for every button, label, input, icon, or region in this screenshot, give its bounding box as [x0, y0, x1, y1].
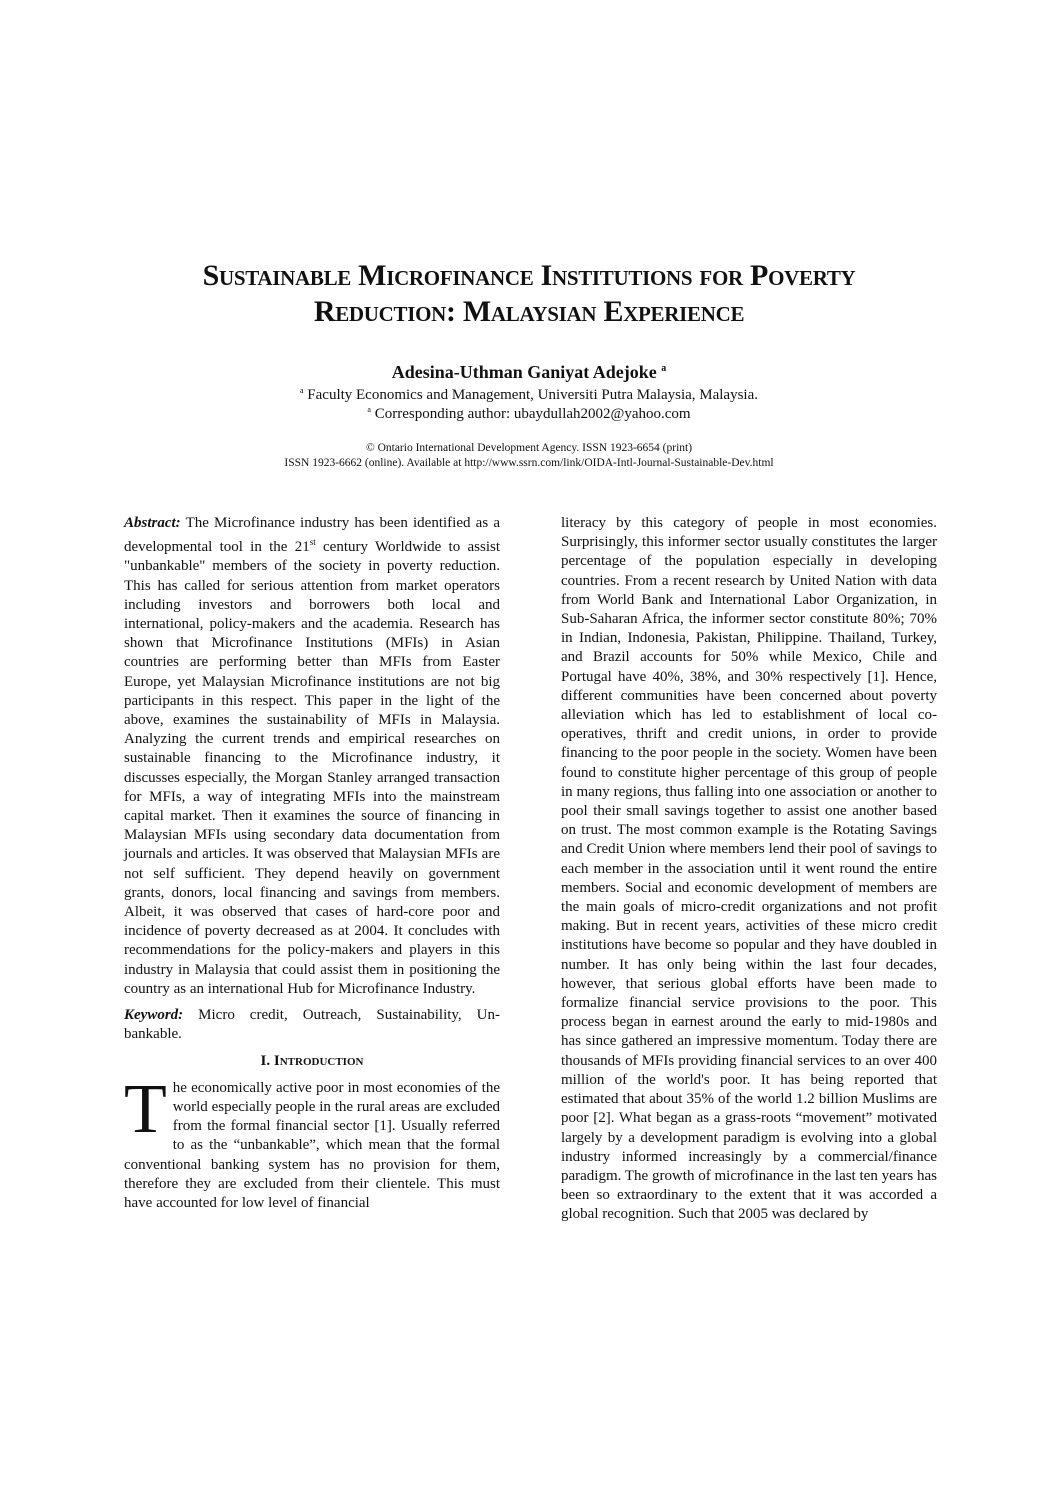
- left-column: [124, 514, 500, 1213]
- paper-title: [0, 258, 1058, 330]
- abstract-label: Abstract:: [124, 515, 181, 531]
- affiliation: [0, 386, 1058, 404]
- title-line-1: Sustainable Microfinance Institutions for Poverty: [202, 259, 856, 292]
- issn-online-line: ISSN 1923-6662 (online). Available at http://www.ssrn.com/link/OIDA-Intl-Journal-Sustainable-Dev.html: [284, 457, 774, 469]
- right-column: [561, 514, 937, 1225]
- author-name: [0, 362, 1058, 383]
- abstract-text-start: The Microfinance industry has been identified as a developmental tool in the 21: [124, 515, 500, 556]
- abstract-superscript: st: [309, 537, 316, 548]
- corresponding-author: [0, 405, 1058, 423]
- introduction-paragraph: [124, 1070, 500, 1213]
- section-heading-introduction: I. Introduction: [260, 1053, 364, 1070]
- keywords-label: Keyword:: [124, 1007, 184, 1024]
- abstract-text-end: century Worldwide to assist "unbankable" members of the society in poverty reduction. This has called for serious attention from market operators including investors and borrowers both local and international, policy-makers and the academia. Research has shown that Microfinance Institutions (MFIs) in Asian countries are performing better than MFIs from Easter Europe, yet Malaysian Microfinance institutions are not big participants in this respect. This paper in the light of the above, examines the sustainability of MFIs in Malaysia. Analyzing the current trends and empirical researches on sustainable financing to the Microfinance industry, it discusses especially, the Morgan Stanley arranged transaction for MFIs, a way of integrating MFIs into the mainstream capital market. Then it examines the source of financing in Malaysian MFIs using secondary data documentation from journals and articles. It was observed that Malaysian MFIs are not self sufficient. They depend heavily on government grants, donors, local financing and savings from members. Albeit, it was observed that cases of hard-core poor and incidence of poverty decreased as at 2004. It concludes with recommendations for the policy-makers and players in this industry in Malaysia that could assist them in positioning the country as an international Hub for Microfinance Industry.: [124, 539, 500, 997]
- abstract: [124, 514, 500, 999]
- introduction-text-right: literacy by this category of people in most economies. Surprisingly, this informer sector usually constitutes the larger percentage of the population especially in developing countries. From a recent research by United Nation with data from World Bank and International Labor Organization, in Sub-Saharan Africa, the informer sector constitute 80%; 70% in Indian, Indonesia, Pakistan, Philippine. Thailand, Turkey, and Brazil accounts for 50% while Mexico, Chile and Portugal have 40%, 38%, and 30% respectively [1]. Hence, different communities have been concerned about poverty alleviation which has led to establishment of local co-operatives, thrift and credit unions, in order to provide financing to the poor people in the society. Women have been found to constitute higher percentage of this group of people in many regions, thus falling into one association or another to pool their small savings together to assist one another based on trust. The most common example is the Rotating Savings and Credit Union where members lend their pool of savings to each member in the association until it went round the entire members. Social and economic development of members are the main goals of micro-credit organizations and not profit making. But in recent years, activities of these micro credit institutions have become so popular and they have doubled in number. It has only being within the last four decades, however, that serious global efforts have been made to formalize financial service provisions to the poor. This process began in earnest around the early to mid-1980s and has since gathered an impressive momentum. Today there are thousands of MFIs providing financial services to an over 400 million of the world's poor. It has being reported that estimated that about 35% of the world 1.2 billion Muslims are poor [2]. What began as a grass-roots “movement” motivated largely by a development paradigm is evolving into a global industry informed increasingly by a commercial/finance paradigm. The growth of microfinance in the last ten years has been so extraordinary to the extent that it was accorded a global recognition. Such that 2005 was declared by: [561, 515, 937, 1223]
- affiliation-superscript: a: [299, 386, 304, 395]
- corresponding-author-text: Corresponding author: ubaydullah2002@yahoo.com: [374, 406, 691, 422]
- drop-cap: T: [124, 1070, 167, 1148]
- author-superscript: a: [661, 363, 667, 374]
- author-name-text: Adesina-Uthman Ganiyat Adejoke: [391, 362, 657, 382]
- corresponding-superscript: a: [367, 405, 371, 414]
- keywords: [124, 1006, 500, 1044]
- issn-print-line: © Ontario International Development Agency. ISSN 1923-6654 (print): [365, 442, 693, 454]
- affiliation-text: Faculty Economics and Management, Universiti Putra Malaysia, Malaysia.: [307, 387, 759, 403]
- keywords-text: Micro credit, Outreach, Sustainability, Un-bankable.: [124, 1007, 500, 1043]
- introduction-text-left: he economically active poor in most economies of the world especially people in the rural areas are excluded from the formal financial sector [1]. Usually referred to as the “unbankable”, which mean that the formal conventional banking system has no provision for them, therefore they are excluded from their clientele. This must have accounted for low level of financial: [124, 1079, 500, 1211]
- title-line-2: Reduction: Malaysian Experience: [313, 295, 745, 328]
